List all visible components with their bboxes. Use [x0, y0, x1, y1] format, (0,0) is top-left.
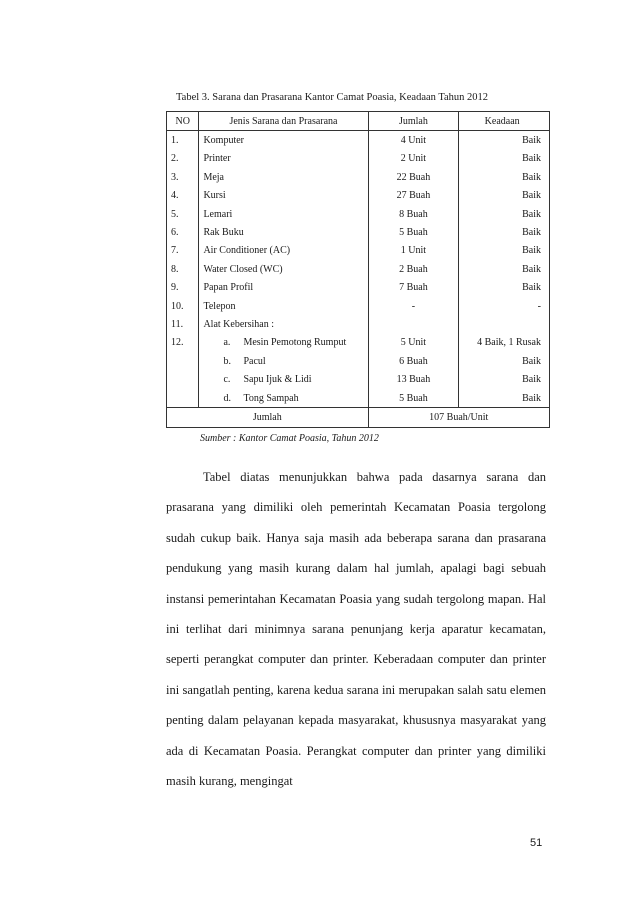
row-keadaan: Baik — [459, 205, 550, 223]
header-no: NO — [167, 112, 199, 131]
subitem-jumlah: 5 Unit — [368, 334, 459, 352]
row-no: 4. — [167, 187, 199, 205]
table-total-row — [167, 408, 550, 427]
table-row — [167, 131, 550, 150]
row-jumlah: 4 Unit — [368, 131, 459, 150]
table-row — [167, 150, 550, 168]
subitem-keadaan: Baik — [459, 370, 550, 388]
table-subrow — [167, 370, 550, 388]
row-keadaan — [459, 315, 550, 333]
row-keadaan: Baik — [459, 242, 550, 260]
subitem-jumlah: 13 Buah — [368, 370, 459, 388]
table-row — [167, 187, 550, 205]
row-no: 6. — [167, 223, 199, 241]
row-no — [167, 352, 199, 370]
subitem-letter: b. — [223, 355, 231, 367]
header-keadaan: Keadaan — [459, 112, 550, 131]
table-row — [167, 223, 550, 241]
row-jumlah: 2 Buah — [368, 260, 459, 278]
row-jumlah: - — [368, 297, 459, 315]
subitem-letter: d. — [223, 392, 231, 404]
row-jumlah: 22 Buah — [368, 168, 459, 186]
table-caption: Tabel 3. Sarana dan Prasarana Kantor Camat Poasia, Keadaan Tahun 2012 — [176, 92, 489, 103]
paragraph-text: Tabel diatas menunjukkan bahwa pada dasarnya sarana dan prasarana yang dimiliki oleh pemerintah Kecamatan Poasia tergolong sudah cukup baik. Hanya saja masih ada beberapa sarana dan prasarana pendukung yang masih kurang dalam hal jumlah, apalagi bagi sebuah instansi pemerintahan Kecamatan Poasia yang sudah tergolong mapan. Hal ini terlihat dari minimnya sarana penunjang kerja aparatur kecamatan, seperti perangkat computer dan printer. Keberadaan computer dan printer ini sangatlah penting, karena kedua sarana ini merupakan salah satu elemen penting dalam pelayanan kepada masyarakat, khususnya masyarakat yang ada di Kecamatan Poasia. Perangkat computer dan printer yang dimiliki masih kurang, mengingat — [166, 470, 546, 789]
table-header-row — [167, 112, 550, 131]
table-row — [167, 205, 550, 223]
row-name: Komputer — [199, 131, 368, 150]
subitem-name — [199, 389, 368, 408]
table-body — [167, 131, 550, 408]
header-jenis: Jenis Sarana dan Prasarana — [199, 112, 368, 131]
table-subrow — [167, 334, 550, 352]
row-keadaan: - — [459, 297, 550, 315]
row-no — [167, 370, 199, 388]
table-row — [167, 279, 550, 297]
subitem-name — [199, 334, 368, 352]
row-name: Air Conditioner (AC) — [199, 242, 368, 260]
row-jumlah: 5 Buah — [368, 223, 459, 241]
row-name: Papan Profil — [199, 279, 368, 297]
total-value: 107 Buah/Unit — [368, 408, 549, 427]
row-keadaan: Baik — [459, 187, 550, 205]
row-jumlah: 27 Buah — [368, 187, 459, 205]
row-no — [167, 389, 199, 408]
subitem-keadaan: Baik — [459, 389, 550, 408]
row-no: 2. — [167, 150, 199, 168]
subitem-letter: c. — [223, 374, 231, 386]
row-jumlah: 2 Unit — [368, 150, 459, 168]
subitem-keadaan: 4 Baik, 1 Rusak — [459, 334, 550, 352]
subitem-label: Pacul — [243, 355, 266, 367]
table-row — [167, 168, 550, 186]
row-no: 12. — [167, 334, 199, 352]
table-row — [167, 297, 550, 315]
table-subrow — [167, 352, 550, 370]
total-label: Jumlah — [167, 408, 369, 427]
page-number: 51 — [530, 837, 543, 849]
facilities-table — [166, 111, 550, 428]
table-row — [167, 242, 550, 260]
subitem-name — [199, 352, 368, 370]
row-keadaan: Baik — [459, 168, 550, 186]
table-subrow — [167, 389, 550, 408]
row-name: Water Closed (WC) — [199, 260, 368, 278]
subitem-keadaan: Baik — [459, 352, 550, 370]
row-jumlah: 8 Buah — [368, 205, 459, 223]
row-keadaan: Baik — [459, 150, 550, 168]
row-keadaan: Baik — [459, 279, 550, 297]
subitem-jumlah: 5 Buah — [368, 389, 459, 408]
row-name: Lemari — [199, 205, 368, 223]
table-source: Sumber : Kantor Camat Poasia, Tahun 2012 — [200, 433, 379, 444]
row-no: 5. — [167, 205, 199, 223]
subitem-label: Sapu Ijuk & Lidi — [243, 374, 312, 386]
row-jumlah: 1 Unit — [368, 242, 459, 260]
row-name: Printer — [199, 150, 368, 168]
row-name: Meja — [199, 168, 368, 186]
row-no: 10. — [167, 297, 199, 315]
row-jumlah — [368, 315, 459, 333]
row-no: 8. — [167, 260, 199, 278]
row-no: 11. — [167, 315, 199, 333]
row-no: 9. — [167, 279, 199, 297]
row-no: 7. — [167, 242, 199, 260]
row-keadaan: Baik — [459, 260, 550, 278]
table-row — [167, 260, 550, 278]
subitem-letter: a. — [223, 337, 231, 349]
row-no: 3. — [167, 168, 199, 186]
header-jumlah: Jumlah — [368, 112, 459, 131]
row-keadaan: Baik — [459, 223, 550, 241]
subitem-label: Mesin Pemotong Rumput — [243, 337, 347, 349]
row-name: Telepon — [199, 297, 368, 315]
subitem-name — [199, 370, 368, 388]
row-name: Kursi — [199, 187, 368, 205]
body-paragraph — [166, 462, 546, 796]
subitem-label: Tong Sampah — [243, 392, 299, 404]
row-name: Rak Buku — [199, 223, 368, 241]
row-no: 1. — [167, 131, 199, 150]
subitem-jumlah: 6 Buah — [368, 352, 459, 370]
row-jumlah: 7 Buah — [368, 279, 459, 297]
row-keadaan: Baik — [459, 131, 550, 150]
table-row — [167, 315, 550, 333]
row-name: Alat Kebersihan : — [199, 315, 368, 333]
